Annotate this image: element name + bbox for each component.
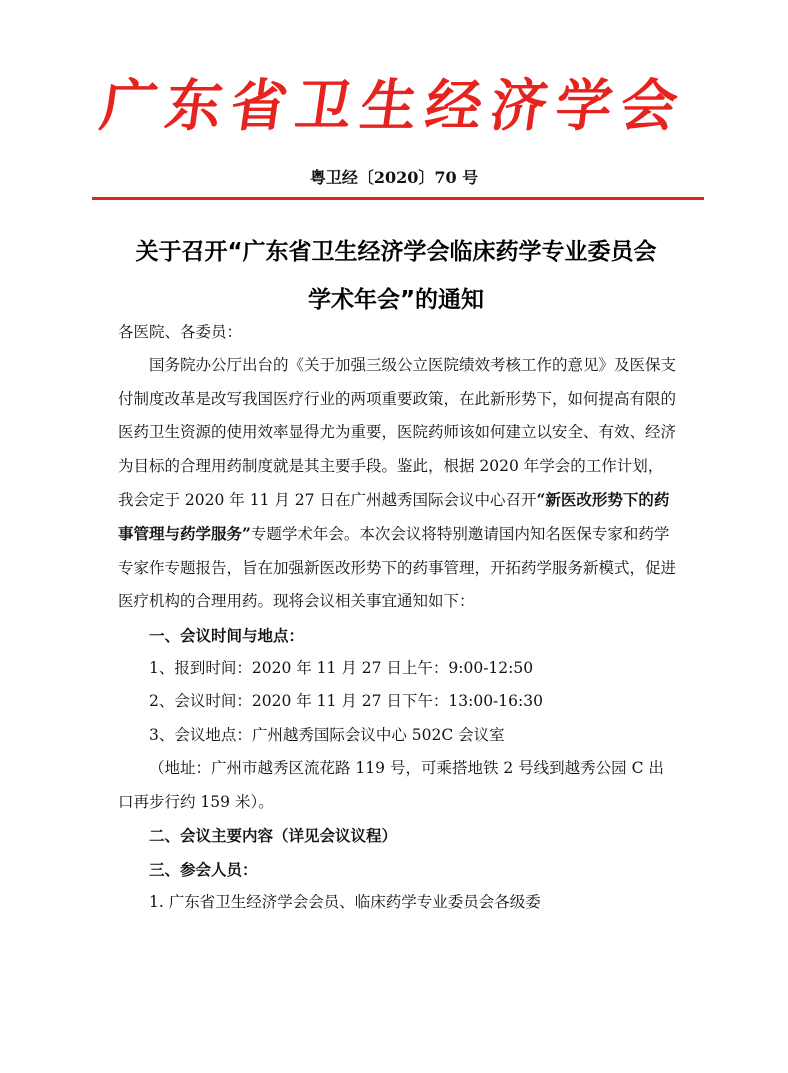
participants-item-1: 1. 广东省卫生经济学会会员、临床药学专业委员会各级委	[149, 892, 541, 911]
meeting-time: 2、会议时间：2020 年 11 月 27 日下午：13:00-16:30	[149, 692, 543, 711]
red-divider-line	[92, 197, 704, 200]
title-line-2: 学术年会”的通知	[307, 287, 485, 313]
meeting-venue: 3、会议地点：广州越秀国际会议中心 502C 会议室	[149, 725, 505, 744]
organization-masthead: 广东省卫生经济学会	[96, 73, 691, 139]
title-line-1: 关于召开“广东省卫生经济学会临床药学专业委员会	[135, 239, 657, 265]
venue-address: （地址：广州市越秀区流花路 119 号，可乘搭地铁 2 号线到越秀公园 C 出口再步行约 159 米）。	[118, 759, 664, 811]
notice-body	[118, 316, 678, 919]
document-number: 粤卫经〔2020〕70 号	[309, 168, 479, 187]
section-1-heading: 一、会议时间与地点：	[149, 625, 305, 645]
section-3-heading: 三、参会人员：	[149, 859, 258, 879]
intro-paragraph	[118, 349, 678, 618]
notice-title	[96, 228, 696, 324]
registration-time: 1、报到时间：2020 年 11 月 27 日上午：9:00-12:50	[149, 659, 534, 678]
intro-text-part2: 专题学术年会。本次会议将特别邀请国内知名医保专家和药学专家作专题报告，旨在加强新医改形势下的药事管理，开拓药学服务新模式，促进医疗机构的合理用药。现将会议相关事宜通知如下：	[118, 525, 677, 611]
section-2-heading: 二、会议主要内容（详见会议议程）	[149, 826, 398, 846]
intro-text-part1: 国务院办公厅出台的《关于加强三级公立医院绩效考核工作的意见》及医保支付制度改革是改写我国医疗行业的两项重要政策，在此新形势下，如何提高有限的医药卫生资源的使用效率显得尤为重要，医院药师该如何建立以安全、有效、经济为目标的合理用药制度就是其主要手段。鉴此，根据 2020 年学会的工作计划，我会定于 2020 年 11 月 27 日在广州越秀国际会议中心召开	[118, 356, 677, 510]
salutation: 各医院、各委员：	[118, 323, 243, 341]
meeting-theme: “新医改形势下的药事管理与药学服务”	[118, 490, 670, 544]
